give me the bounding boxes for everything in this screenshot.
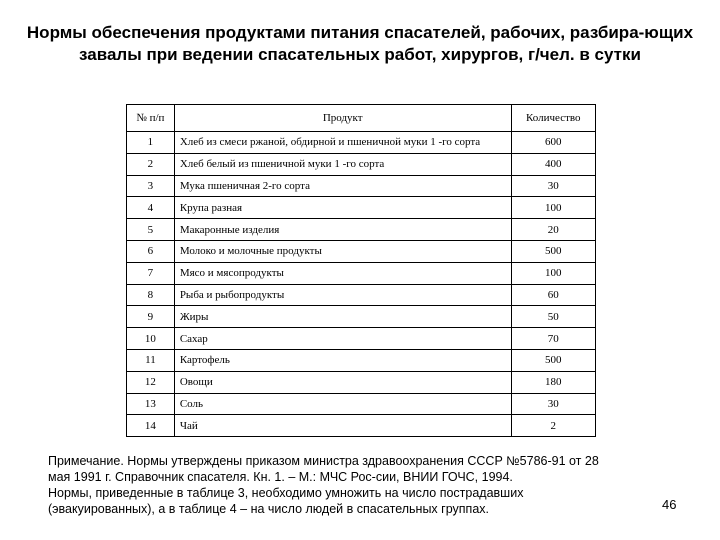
row-quantity: 400 <box>511 153 595 175</box>
row-number: 11 <box>127 349 175 371</box>
table-row <box>127 262 596 284</box>
row-quantity: 100 <box>511 197 595 219</box>
table-row <box>127 371 596 393</box>
page-number: 46 <box>662 497 677 512</box>
row-number: 1 <box>127 132 175 154</box>
row-product: Соль <box>174 393 511 415</box>
footnote-line: (эвакуированных), а в таблице 4 – на число людей в спасательных группах. <box>48 502 489 516</box>
table-row <box>127 219 596 241</box>
row-quantity: 100 <box>511 262 595 284</box>
table-header-row <box>127 105 596 132</box>
row-quantity: 20 <box>511 219 595 241</box>
row-number: 14 <box>127 415 175 437</box>
table-row <box>127 153 596 175</box>
row-quantity: 500 <box>511 349 595 371</box>
row-product: Сахар <box>174 328 511 350</box>
row-product: Овощи <box>174 371 511 393</box>
row-quantity: 2 <box>511 415 595 437</box>
food-norms-table <box>126 104 596 437</box>
row-quantity: 30 <box>511 393 595 415</box>
header-number: № п/п <box>127 105 175 132</box>
row-product: Хлеб из смеси ржаной, обдирной и пшеничной муки 1 -го сорта <box>174 132 511 154</box>
footnote-line: мая 1991 г. Справочник спасателя. Кн. 1. – М.: МЧС Рос-сии, ВНИИ ГОЧС, 1994. <box>48 470 513 484</box>
table-row <box>127 197 596 219</box>
footnote-line: Примечание. Нормы утверждены приказом министра здравоохранения СССР №5786-91 от 28 <box>48 454 599 468</box>
row-product: Картофель <box>174 349 511 371</box>
row-quantity: 70 <box>511 328 595 350</box>
footnote-line: Нормы, приведенные в таблице 3, необходимо умножить на число пострадавших <box>48 486 524 500</box>
header-quantity: Количество <box>511 105 595 132</box>
table-row <box>127 240 596 262</box>
header-product: Продукт <box>174 105 511 132</box>
table-row <box>127 175 596 197</box>
row-product: Мука пшеничная 2-го сорта <box>174 175 511 197</box>
table-row <box>127 284 596 306</box>
footnote <box>48 453 668 517</box>
row-quantity: 180 <box>511 371 595 393</box>
table-row <box>127 306 596 328</box>
row-product: Рыба и рыбопродукты <box>174 284 511 306</box>
row-number: 9 <box>127 306 175 328</box>
table-row <box>127 415 596 437</box>
row-number: 8 <box>127 284 175 306</box>
table-row <box>127 393 596 415</box>
row-quantity: 60 <box>511 284 595 306</box>
table-body <box>127 132 596 437</box>
table-row <box>127 132 596 154</box>
row-number: 2 <box>127 153 175 175</box>
row-number: 12 <box>127 371 175 393</box>
row-number: 6 <box>127 240 175 262</box>
row-product: Крупа разная <box>174 197 511 219</box>
row-product: Жиры <box>174 306 511 328</box>
row-number: 13 <box>127 393 175 415</box>
row-product: Молоко и молочные продукты <box>174 240 511 262</box>
row-number: 5 <box>127 219 175 241</box>
row-product: Мясо и мясопродукты <box>174 262 511 284</box>
row-product: Чай <box>174 415 511 437</box>
table-row <box>127 328 596 350</box>
row-product: Макаронные изделия <box>174 219 511 241</box>
row-quantity: 500 <box>511 240 595 262</box>
row-number: 10 <box>127 328 175 350</box>
row-quantity: 30 <box>511 175 595 197</box>
row-number: 7 <box>127 262 175 284</box>
row-number: 3 <box>127 175 175 197</box>
row-quantity: 600 <box>511 132 595 154</box>
row-quantity: 50 <box>511 306 595 328</box>
page-title: Нормы обеспечения продуктами питания спасателей, рабочих, разбира-ющих завалы при ведении спасательных работ, хирургов, г/чел. в сутки <box>26 23 694 64</box>
table-row <box>127 349 596 371</box>
row-number: 4 <box>127 197 175 219</box>
row-product: Хлеб белый из пшеничной муки 1 -го сорта <box>174 153 511 175</box>
